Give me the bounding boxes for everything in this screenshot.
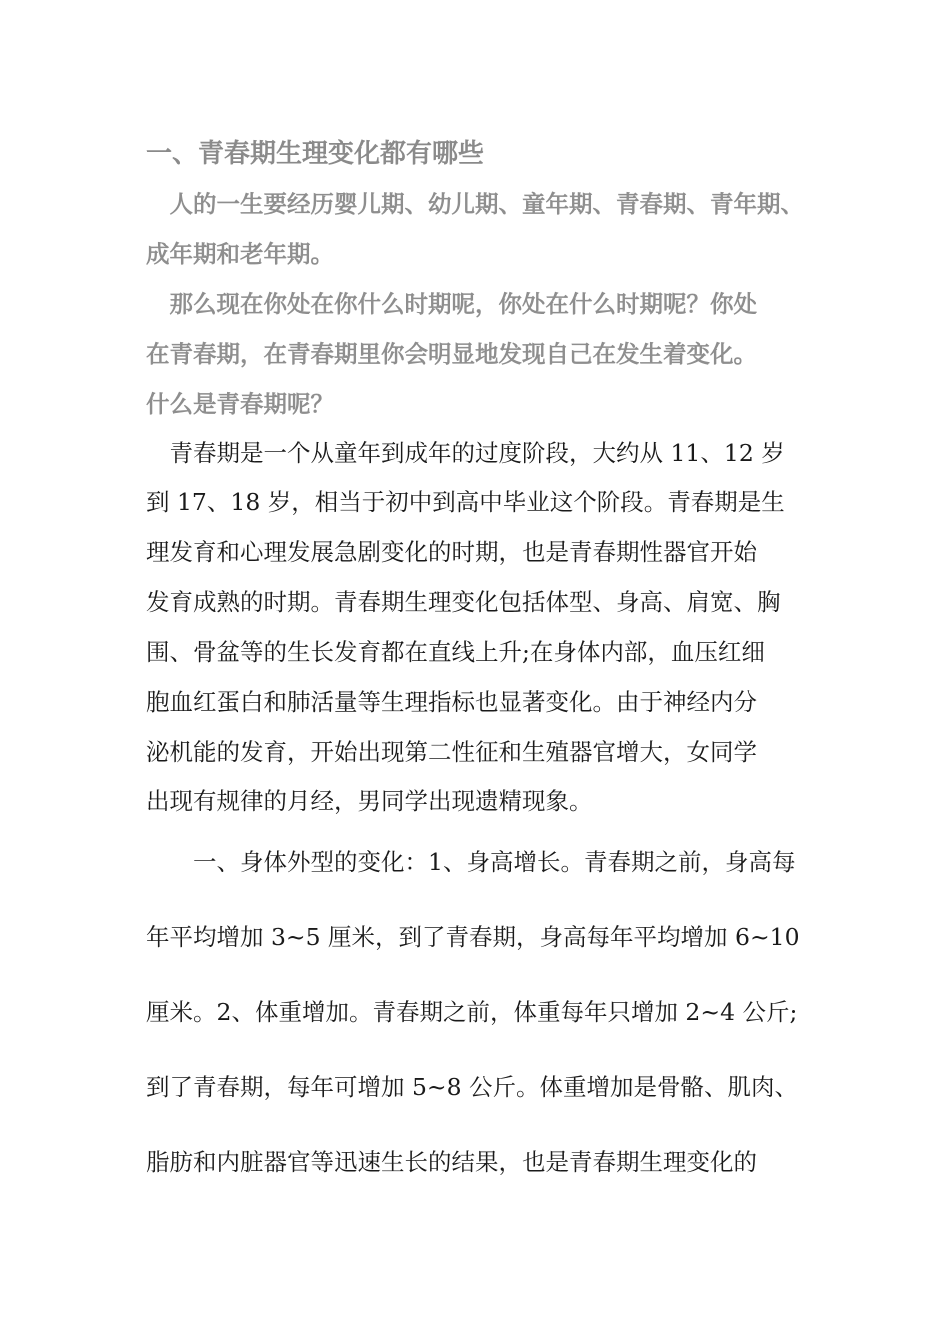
- paragraph-4-line-5: 脂肪和内脏器官等迅速生长的结果，也是青春期生理变化的: [146, 1148, 757, 1176]
- paragraph-3-line-1: 青春期是一个从童年到成年的过度阶段，大约从 11、12 岁: [146, 439, 785, 467]
- paragraph-2-line-3: 什么是青春期呢？: [146, 390, 334, 418]
- paragraph-3-line-8: 出现有规律的月经，男同学出现遗精现象。: [146, 787, 593, 815]
- paragraph-1-line-1: 人的一生要经历婴儿期、幼儿期、童年期、青春期、青年期、: [146, 190, 804, 218]
- paragraph-4-line-2: 年平均增加 3~5 厘米，到了青春期，身高每年平均增加 6~10: [146, 923, 800, 951]
- paragraph-4-line-3: 厘米。2、体重增加。青春期之前，体重每年只增加 2~4 公斤;: [146, 998, 798, 1026]
- paragraph-3-line-2: 到 17、18 岁，相当于初中到高中毕业这个阶段。青春期是生: [146, 488, 785, 516]
- paragraph-3-line-5: 围、骨盆等的生长发育都在直线上升;在身体内部，血压红细: [146, 638, 765, 666]
- paragraph-3-line-4: 发育成熟的时期。青春期生理变化包括体型、身高、肩宽、胸: [146, 588, 781, 616]
- paragraph-1-line-2: 成年期和老年期。: [146, 240, 334, 268]
- paragraph-3-line-6: 胞血红蛋白和肺活量等生理指标也显著变化。由于神经内分: [146, 688, 757, 716]
- paragraph-4-line-4: 到了青春期，每年可增加 5~8 公斤。体重增加是骨骼、肌肉、: [146, 1073, 799, 1101]
- paragraph-3-line-7: 泌机能的发育，开始出现第二性征和生殖器官增大，女同学: [146, 738, 757, 766]
- paragraph-4-line-1: 一、身体外型的变化：1、身高增长。青春期之前，身高每: [146, 848, 796, 876]
- paragraph-2-line-1: 那么现在你处在你什么时期呢，你处在什么时期呢？你处: [146, 290, 757, 318]
- section-heading: 一、青春期生理变化都有哪些: [146, 139, 485, 169]
- paragraph-3-line-3: 理发育和心理发展急剧变化的时期，也是青春期性器官开始: [146, 538, 757, 566]
- paragraph-2-line-2: 在青春期，在青春期里你会明显地发现自己在发生着变化。: [146, 340, 757, 368]
